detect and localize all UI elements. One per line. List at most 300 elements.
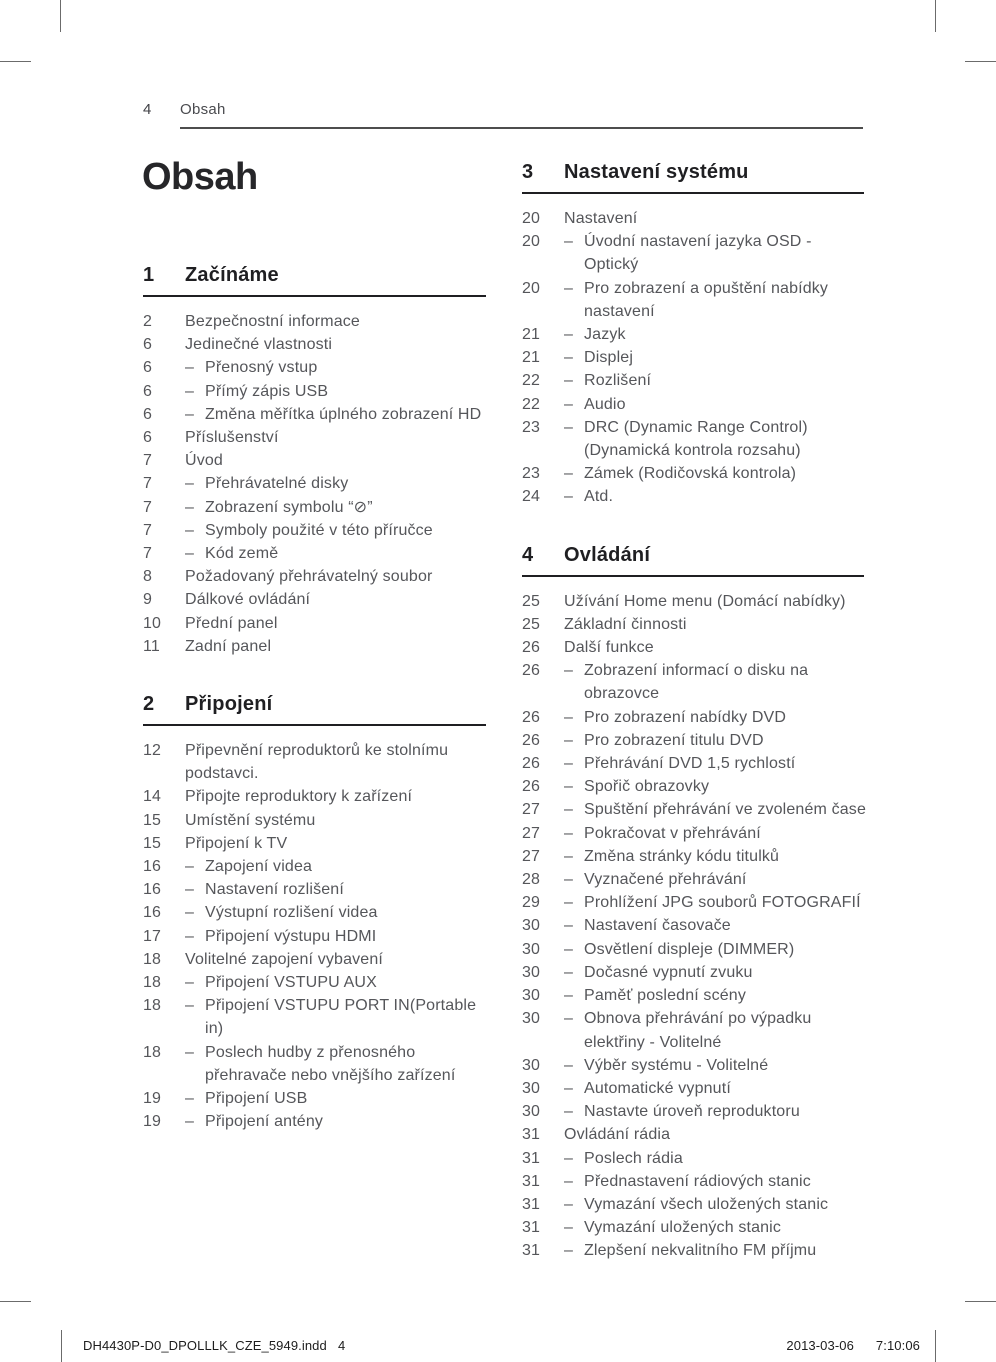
section-title: Nastavení systému [564, 161, 749, 183]
entry-page-number: 20 [522, 279, 541, 297]
entry-title [205, 994, 486, 1040]
entry-title-line: Přehrávání DVD 1,5 rychlostí [584, 755, 796, 773]
toc-entry [522, 822, 864, 845]
entry-dash: – [185, 382, 195, 400]
entry-title [584, 1216, 864, 1239]
entry-title [205, 971, 486, 994]
toc-entry [522, 207, 864, 230]
entry-page-number: 17 [143, 927, 162, 945]
toc-entry [522, 729, 864, 752]
entry-title [185, 785, 486, 808]
entry-title [584, 323, 864, 346]
toc-entry [522, 868, 864, 891]
entry-dash: – [185, 904, 195, 922]
entry-title-line: Atd. [584, 488, 614, 506]
toc-entry [143, 809, 486, 832]
toc-entry [522, 798, 867, 821]
entry-dash: – [185, 545, 195, 563]
toc-column-left [143, 263, 486, 1134]
entry-page-number: 21 [522, 349, 541, 367]
toc-entry [522, 613, 864, 636]
crop-mark-top-right-vertical [935, 0, 936, 32]
entry-dash: – [564, 963, 574, 981]
entry-dash: – [185, 858, 195, 876]
toc-section [522, 543, 867, 1263]
entry-title [584, 914, 864, 937]
entry-title-line: Jedinečné vlastnosti [185, 336, 333, 354]
entry-dash: – [185, 498, 195, 516]
entry-page-number: 31 [522, 1172, 541, 1190]
entry-dash: – [564, 1079, 574, 1097]
toc-entry [143, 1041, 486, 1087]
toc-entry [522, 590, 864, 613]
toc-entry [143, 925, 486, 948]
entry-title-line: Spořič obrazovky [584, 778, 710, 796]
entry-title [564, 1123, 864, 1146]
entry-title-line: Úvod [185, 452, 223, 470]
toc-entry [522, 938, 864, 961]
entry-dash: – [185, 359, 195, 377]
entry-title-line: Spuštění přehrávání ve zvoleném čase [584, 801, 867, 819]
entry-dash: – [185, 997, 195, 1015]
entry-page-number: 29 [522, 894, 541, 912]
toc-entry [522, 369, 864, 392]
entry-title [185, 612, 486, 635]
entry-dash: – [564, 847, 574, 865]
entry-title-line: Nastavení časovače [584, 917, 731, 935]
entry-title-line: Pro zobrazení nabídky DVD [584, 708, 787, 726]
entry-title-line: Nastavte úroveň reproduktoru [584, 1103, 800, 1121]
entry-page-number: 26 [522, 778, 541, 796]
entry-dash: – [185, 1113, 195, 1131]
toc-entry [143, 403, 486, 426]
entry-page-number: 31 [522, 1195, 541, 1213]
entry-page-number: 27 [522, 801, 541, 819]
toc-entry [143, 971, 486, 994]
entry-title-line: Připojení VSTUPU PORT IN(Portable [205, 997, 477, 1015]
entry-dash: – [564, 778, 574, 796]
entry-dash: – [564, 1195, 574, 1213]
entry-title [185, 426, 486, 449]
toc-entry [522, 416, 864, 462]
entry-title-line: obrazovce [584, 685, 660, 703]
entry-title-line: podstavci. [185, 765, 259, 783]
crop-mark-bottom-left-horizontal [0, 1301, 31, 1302]
toc-entry [143, 832, 486, 855]
entry-page-number: 28 [522, 871, 541, 889]
toc-entry [143, 333, 486, 356]
entry-page-number: 30 [522, 1010, 541, 1028]
entry-title [205, 380, 486, 403]
entry-page-number: 26 [522, 755, 541, 773]
entry-title [584, 706, 864, 729]
toc-entry [143, 878, 486, 901]
entry-dash: – [564, 349, 574, 367]
crop-mark-top-left-vertical [60, 0, 61, 32]
toc-entry [522, 891, 864, 914]
section-title: Připojení [185, 693, 273, 716]
toc-entry [143, 994, 486, 1040]
toc-entry [143, 449, 486, 472]
entry-page-number: 8 [143, 568, 153, 586]
entry-title [584, 277, 864, 323]
entry-title [584, 938, 864, 961]
entry-dash: – [564, 1056, 574, 1074]
toc-entry [143, 612, 486, 635]
toc-entry [143, 542, 486, 565]
entry-dash: – [564, 1103, 574, 1121]
entry-title-line: Úvodní nastavení jazyka OSD - [584, 233, 812, 251]
entry-title [584, 984, 864, 1007]
toc-entry [143, 739, 486, 785]
toc-entry [522, 1216, 864, 1239]
entry-dash: – [564, 1010, 574, 1028]
entry-title-line: Připojení antény [205, 1113, 324, 1131]
toc-entry [522, 230, 864, 276]
entry-dash: – [564, 1149, 574, 1167]
entry-title-line: Zlepšení nekvalitního FM příjmu [584, 1242, 817, 1260]
entry-title [205, 1041, 486, 1087]
toc-entry [143, 635, 486, 658]
entry-title [205, 472, 486, 495]
entry-page-number: 30 [522, 1079, 541, 1097]
entry-page-number: 18 [143, 950, 162, 968]
toc-entry [522, 984, 864, 1007]
entry-title-line: Příslušenství [185, 429, 279, 447]
entry-title-line: Displej [584, 349, 634, 367]
entry-title-line: Přehrávatelné disky [205, 475, 349, 493]
entry-page-number: 26 [522, 639, 541, 657]
toc-entry [522, 659, 864, 705]
entry-page-number: 22 [522, 372, 541, 390]
entry-title-line: Zobrazení symbolu “⊘” [205, 498, 373, 516]
entry-page-number: 21 [522, 326, 541, 344]
entry-title-line: Změna stránky kódu titulků [584, 847, 780, 865]
section-number: 3 [522, 161, 534, 183]
entry-dash: – [564, 894, 574, 912]
entry-title-line: Nastavení [564, 210, 638, 227]
entry-title [185, 333, 486, 356]
entry-title-line: Symboly použité v této příručce [205, 521, 433, 539]
entry-title-line: Obnova přehrávání po výpadku [584, 1010, 812, 1028]
entry-title [185, 449, 486, 472]
entry-title [584, 230, 864, 276]
entry-dash: – [185, 475, 195, 493]
toc-entry [522, 961, 864, 984]
toc-entry [522, 1123, 864, 1146]
entry-page-number: 25 [522, 592, 541, 610]
entry-title-line: Prohlížení JPG souborů FOTOGRAFIÍ [584, 894, 861, 912]
entry-title [185, 588, 486, 611]
toc-section-header [522, 160, 864, 194]
toc-entry [522, 346, 864, 369]
toc-entry [143, 356, 486, 379]
entry-title [185, 809, 486, 832]
entry-title [584, 659, 864, 705]
entry-page-number: 30 [522, 940, 541, 958]
entry-page-number: 18 [143, 997, 162, 1015]
entry-title-line: Připojení USB [205, 1090, 308, 1108]
entry-title-line: Jazyk [584, 326, 626, 344]
entry-title [564, 613, 864, 636]
entry-title [205, 925, 486, 948]
entry-dash: – [564, 917, 574, 935]
entry-title-line: Výstupní rozlišení videa [205, 904, 378, 922]
toc-entry [143, 310, 486, 333]
entry-dash: – [185, 1043, 195, 1061]
entry-dash: – [564, 279, 574, 297]
entry-page-number: 16 [143, 858, 162, 876]
entry-title-line: Další funkce [564, 639, 654, 657]
entry-title-line: Automatické vypnutí [584, 1079, 731, 1097]
entry-page-number: 27 [522, 847, 541, 865]
crop-mark-bottom-right-vertical [935, 1330, 936, 1362]
entry-dash: – [564, 940, 574, 958]
entry-title-line: Změna měřítka úplného zobrazení HD [205, 405, 482, 423]
entry-page-number: 30 [522, 963, 541, 981]
toc-entry [143, 855, 486, 878]
toc-section-header [522, 543, 864, 577]
entry-page-number: 2 [143, 313, 153, 330]
entry-page-number: 16 [143, 881, 162, 899]
toc-entry [522, 1147, 864, 1170]
entry-title-line: Vymazání všech uložených stanic [584, 1195, 829, 1213]
entry-dash: – [564, 418, 574, 436]
entry-title-line: Paměť poslední scény [584, 987, 746, 1005]
toc-section [522, 160, 864, 509]
toc-entry [522, 775, 864, 798]
entry-dash: – [564, 1219, 574, 1237]
entry-title [205, 855, 486, 878]
entry-title-line: Volitelné zapojení vybavení [185, 950, 383, 968]
section-entries [522, 590, 867, 1263]
toc-entry [143, 380, 486, 403]
entry-page-number: 7 [143, 475, 153, 493]
entry-title-line: Přímý zápis USB [205, 382, 329, 400]
entry-title-line: Nastavení rozlišení [205, 881, 344, 899]
entry-dash: – [564, 395, 574, 413]
entry-title-line: in) [205, 1020, 224, 1038]
entry-dash: – [564, 488, 574, 506]
entry-page-number: 26 [522, 662, 541, 680]
entry-title-line: Užívání Home menu (Domácí nabídky) [564, 592, 846, 610]
entry-page-number: 18 [143, 974, 162, 992]
entry-title [584, 369, 864, 392]
footer-time: 7:10:06 [875, 1338, 920, 1353]
toc-entry [522, 277, 864, 323]
entry-title [205, 519, 486, 542]
entry-title-line: přehravače nebo vnějšího zařízení [205, 1066, 456, 1084]
entry-title-line: elektřiny - Volitelné [584, 1033, 722, 1051]
toc-entry [522, 845, 864, 868]
toc-section-header [143, 692, 486, 726]
entry-page-number: 31 [522, 1149, 541, 1167]
entry-title [584, 891, 864, 914]
entry-dash: – [185, 974, 195, 992]
entry-title [584, 393, 864, 416]
entry-dash: – [185, 405, 195, 423]
entry-dash: – [564, 987, 574, 1005]
toc-entry [522, 1193, 864, 1216]
toc-entry [522, 462, 864, 485]
entry-title-line: Požadovaný přehrávatelný soubor [185, 568, 433, 586]
toc-section-header [143, 263, 486, 297]
entry-title [584, 485, 864, 508]
entry-title [564, 636, 864, 659]
entry-page-number: 6 [143, 429, 153, 447]
entry-title [584, 462, 864, 485]
crop-mark-bottom-right-horizontal [965, 1301, 996, 1302]
entry-page-number: 19 [143, 1090, 162, 1108]
toc-entry [522, 323, 864, 346]
crop-mark-bottom-left-vertical [61, 1330, 62, 1362]
entry-title-line: Zámek (Rodičovská kontrola) [584, 465, 797, 483]
entry-title-line: Zadní panel [185, 637, 272, 655]
header-page-number: 4 [143, 101, 152, 118]
entry-title [205, 356, 486, 379]
entry-dash: – [564, 731, 574, 749]
entry-title-line: Ovládání rádia [564, 1126, 671, 1144]
entry-title [584, 346, 864, 369]
entry-title-line: Výběr systému - Volitelné [584, 1056, 769, 1074]
toc-entry [522, 914, 864, 937]
header-rule [180, 127, 863, 129]
entry-title [185, 565, 486, 588]
entry-page-number: 9 [143, 591, 153, 609]
section-number: 1 [143, 264, 155, 286]
entry-page-number: 30 [522, 917, 541, 935]
toc-entry [522, 752, 864, 775]
entry-page-number: 6 [143, 382, 153, 400]
section-number: 2 [143, 693, 155, 716]
section-entries [143, 310, 486, 658]
entry-title [205, 1110, 486, 1133]
header-section-label: Obsah [180, 101, 226, 118]
entry-page-number: 22 [522, 395, 541, 413]
entry-title-line: (Dynamická kontrola rozsahu) [584, 442, 801, 460]
entry-title-line: Připevnění reproduktorů ke stolnímu [185, 742, 449, 760]
entry-title-line: Pro zobrazení a opuštění nabídky [584, 279, 829, 297]
entry-title [584, 1147, 864, 1170]
entry-title [584, 752, 864, 775]
entry-title-line: Připojte reproduktory k zařízení [185, 788, 413, 806]
entry-title-line: Pro zobrazení titulu DVD [584, 731, 764, 749]
entry-page-number: 26 [522, 731, 541, 749]
toc-entry [522, 393, 864, 416]
toc-entry [143, 948, 486, 971]
entry-page-number: 20 [522, 233, 541, 251]
entry-title [584, 416, 864, 462]
toc-entry [522, 1054, 864, 1077]
entry-title-line: Umístění systému [185, 811, 316, 829]
toc-entry [522, 636, 864, 659]
entry-page-number: 11 [143, 637, 160, 655]
entry-page-number: 31 [522, 1219, 541, 1237]
entry-page-number: 18 [143, 1043, 162, 1061]
entry-dash: – [564, 465, 574, 483]
entry-title-line: Audio [584, 395, 626, 413]
section-number: 4 [522, 543, 534, 566]
section-entries [522, 207, 864, 509]
entry-title [584, 1054, 864, 1077]
entry-title-line: Rozlišení [584, 372, 652, 390]
section-entries [143, 739, 486, 1133]
entry-title-line: Optický [584, 256, 639, 274]
entry-title [584, 1077, 864, 1100]
entry-title [205, 901, 486, 924]
crop-mark-top-right-horizontal [965, 61, 996, 62]
entry-title-line: nastavení [584, 302, 655, 320]
page-title: Obsah [142, 156, 258, 198]
entry-title [205, 1087, 486, 1110]
entry-title [584, 1170, 864, 1193]
toc-entry [522, 706, 864, 729]
entry-page-number: 7 [143, 452, 153, 470]
entry-title [205, 542, 486, 565]
entry-page-number: 30 [522, 987, 541, 1005]
toc-entry [522, 1239, 864, 1262]
toc-entry [522, 1077, 864, 1100]
entry-title-line: Kód země [205, 545, 279, 563]
entry-page-number: 31 [522, 1126, 541, 1144]
entry-page-number: 30 [522, 1103, 541, 1121]
entry-page-number: 23 [522, 465, 541, 483]
entry-title [584, 845, 864, 868]
entry-dash: – [185, 927, 195, 945]
toc-entry [143, 519, 486, 542]
entry-page-number: 14 [143, 788, 162, 806]
toc-entry [143, 426, 486, 449]
entry-title [584, 729, 864, 752]
entry-title [584, 961, 864, 984]
entry-dash: – [185, 1090, 195, 1108]
entry-page-number: 16 [143, 904, 162, 922]
entry-title-line: Vymazání uložených stanic [584, 1219, 782, 1237]
entry-title-line: Přední panel [185, 614, 278, 632]
entry-title-line: Připojení výstupu HDMI [205, 927, 377, 945]
entry-title [205, 403, 486, 426]
toc-entry [522, 1007, 864, 1053]
entry-page-number: 19 [143, 1113, 162, 1131]
entry-page-number: 25 [522, 615, 541, 633]
entry-dash: – [564, 233, 574, 251]
toc-entry [522, 1100, 864, 1123]
entry-page-number: 26 [522, 708, 541, 726]
entry-page-number: 12 [143, 742, 162, 760]
entry-page-number: 15 [143, 811, 162, 829]
entry-page-number: 31 [522, 1242, 541, 1260]
entry-title-line: Přenosný vstup [205, 359, 318, 377]
entry-title-line: Vyznačené přehrávání [584, 871, 747, 889]
footer-date: 2013-03-06 [786, 1338, 854, 1353]
entry-dash: – [564, 824, 574, 842]
entry-dash: – [564, 708, 574, 726]
entry-title-line: Zobrazení informací o disku na [584, 662, 809, 680]
entry-page-number: 24 [522, 488, 541, 506]
entry-page-number: 20 [522, 210, 541, 227]
entry-page-number: 7 [143, 545, 153, 563]
entry-dash: – [564, 755, 574, 773]
entry-title [185, 948, 486, 971]
entry-dash: – [564, 326, 574, 344]
entry-title [584, 868, 864, 891]
crop-mark-top-left-horizontal [0, 61, 31, 62]
entry-page-number: 30 [522, 1056, 541, 1074]
toc-entry [522, 1170, 864, 1193]
toc-entry [143, 785, 486, 808]
toc-column-right [522, 160, 867, 1263]
toc-entry [143, 472, 486, 495]
